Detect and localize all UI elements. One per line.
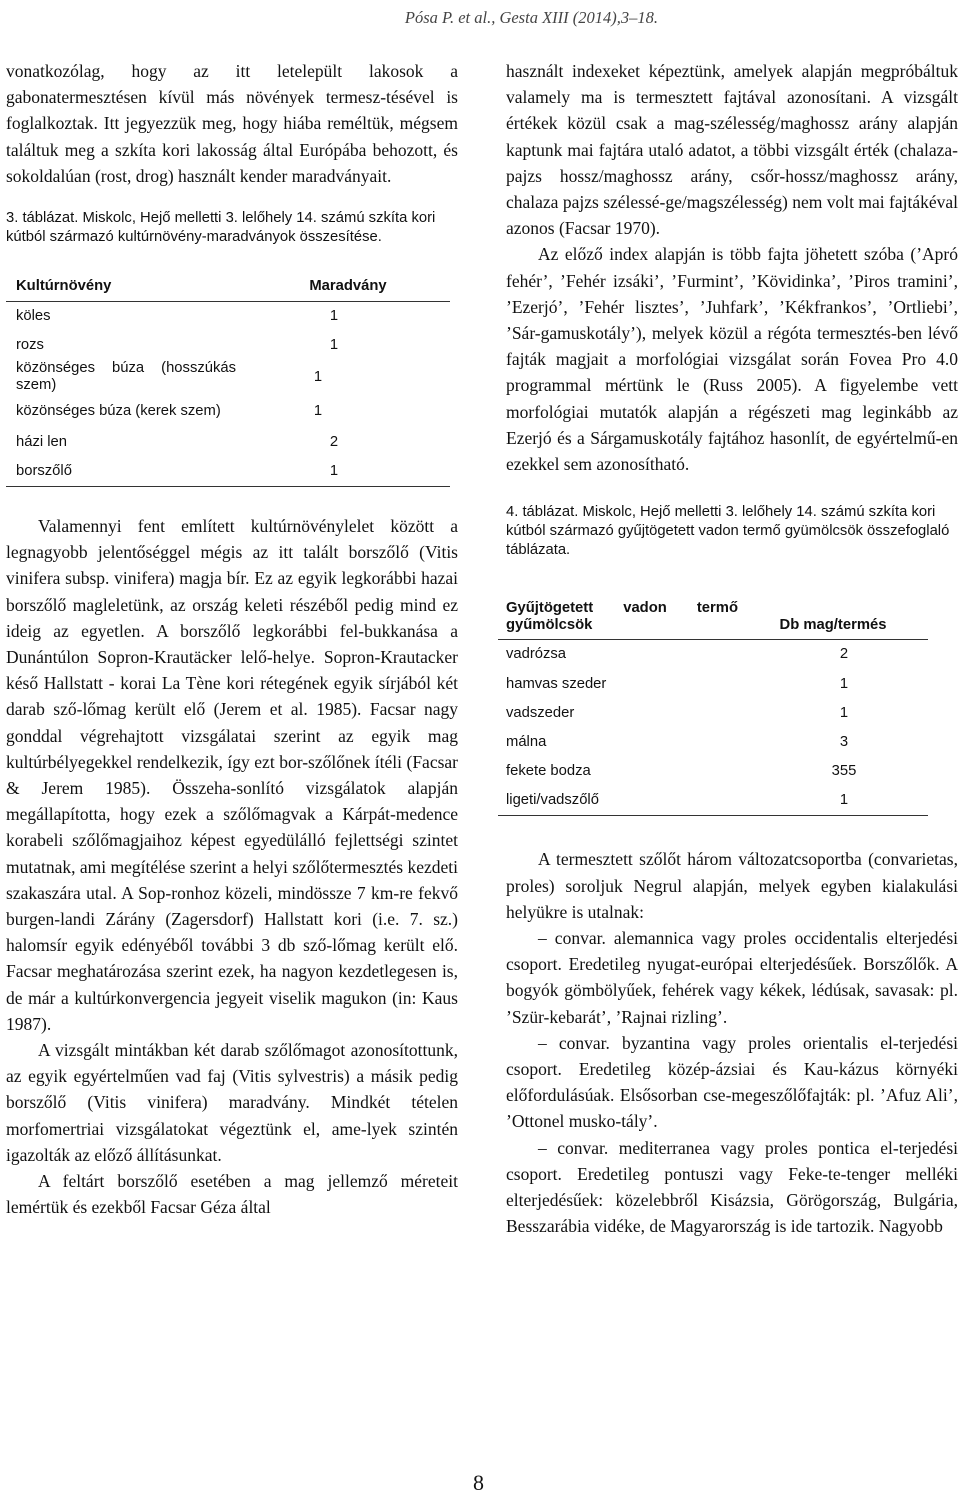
- table3-header: [6, 271, 450, 302]
- table-row: [6, 457, 450, 486]
- table-row: [6, 394, 450, 428]
- table4-caption: 4. táblázat. Miskolc, Hejő melletti 3. lelőhely 14. számú szkíta kori kútból származó gyűjtögetett vadon termő gyümölcsök összefoglaló táblázata.: [506, 504, 950, 559]
- body-paragraph: A vizsgált mintákban két darab szőlőmagot azonosítottunk, az egyik egyértelműen vad faj (Vitis sylvestris) a másik pedig borszőlő (Vitis vinifera) maradvány. Mindkét tételen morfomertriai vizsgálatokat végeztünk el, ame-lyek szintén igazolták az előző állításunkat.: [6, 1040, 458, 1165]
- table-row: [6, 302, 450, 331]
- table-row: [498, 640, 928, 669]
- list-item: – convar. mediterranea vagy proles pontica el-terjedési csoport. Eredetileg pontuszi vagy Feke-te-tenger melléki elterjedésűek: közelebbről Kisázsia, Görögország, Bulgária, Besszarábia vidéke, de Magyarország is ide tartozik. Nagyobb: [506, 1137, 958, 1237]
- table-row: [498, 757, 928, 786]
- table-row: [498, 728, 928, 757]
- table-row: [498, 669, 928, 698]
- table-cell: 1: [329, 308, 339, 325]
- table-cell: 1: [329, 337, 339, 354]
- left-column: [6, 58, 458, 1221]
- table-cell: fekete bodza: [506, 763, 591, 780]
- table-cell: köles: [16, 308, 51, 325]
- body-paragraph: használt indexeket képeztünk, amelyek alapján megpróbáltuk valamely ma is termesztett fajtával azonosítani. A vizsgált értékek közül csak a mag-szélesség/maghossz arány alapján kaptunk mai fajtára utaló adatot, a többi vizsgált érték (chalaza-pajzs hossz/maghossz arány, csőr-hossz/maghossz arány, chalaza pajzs szélessé-ge/magszélesség) nem volt mai fajtákéval azonos (Facsar 1970).: [506, 61, 958, 239]
- table-row: [6, 360, 450, 394]
- table4: [498, 593, 928, 816]
- table-cell: 1: [313, 402, 323, 419]
- table-cell: rozs: [16, 337, 44, 354]
- table4-bottom-rule: [498, 815, 928, 816]
- list-item: – convar. byzantina vagy proles orientalis el-terjedési csoport. Eredetileg közép-ázsiai és Kau-kázus környéki előfordulásúak. Elsősorban cse-megeszőlőfajták: pl. ’Afuz Ali’, ’Ottonel musko-tály’.: [506, 1032, 958, 1132]
- page-number: 8: [473, 1470, 484, 1495]
- body-paragraph: Az előző index alapján is több fajta jöhetett szóba (’Apró fehér’, ’Fehér izsáki’, ’Furmint’, ’Kövidinka’, ’Piros tramini’, ’Ezerjó’, ’Fehér lisztes’, ’Juhfark’, ’Kékfrankos’, ’Ortliebi’, ’Sár-gamuskotály’), melyek közül a régóta termesztés-ben lévő fajták magjait a morfológiai vizsgálat során Fovea Pro 4.0 programmal mértünk le (Russ 2005). A figyelembe vett morfológiai mutatók alapján a régészeti mag leginkább az Ezerjó és a Sárgamuskotály fajtához hasonlít, de egyértelmű-en ezekkel sem azonosítható.: [506, 244, 958, 475]
- table-cell: 1: [839, 704, 849, 721]
- table-cell: vadszeder: [506, 704, 575, 721]
- table-row: [6, 428, 450, 457]
- table-cell: málna: [506, 733, 547, 750]
- table4-header: [498, 593, 928, 640]
- list-item: – convar. alemannica vagy proles occidentalis elterjedési csoport. Eredetileg nyugat-európai elterjedésűek. Borszőlők. A bogyók gömbölyűek, fehérek vagy kékek, lédúsak, savasak: pl. ’Szür-kebarát’, ’Rajnai rizling’.: [506, 927, 958, 1027]
- table-row: [498, 786, 928, 815]
- table3-header-crop: Kultúrnövény: [16, 277, 112, 294]
- body-paragraph: A termesztett szőlőt három változatcsoportba (convarietas, proles) soroljuk Negrul alapján, melyek egyben kialakulási helyükre is utalnak:: [506, 849, 958, 922]
- table-cell: 2: [329, 434, 339, 451]
- table-cell: 1: [329, 463, 339, 480]
- table3-header-count: Maradvány: [309, 277, 387, 294]
- table-cell: hamvas szeder: [506, 675, 607, 692]
- table-cell: közönséges búza (kerek szem): [16, 402, 221, 419]
- table-cell: 1: [839, 675, 849, 692]
- right-column: [506, 58, 958, 1239]
- table-cell: 1: [313, 368, 323, 385]
- table-row: [498, 699, 928, 728]
- table-cell: 2: [839, 646, 849, 663]
- table-cell: borszőlő: [16, 463, 72, 480]
- table4-header-count: Db mag/termés: [779, 617, 887, 634]
- running-header: Pósa P. et al., Gesta XIII (2014),3–18.: [404, 8, 658, 27]
- table-cell: ligeti/vadszőlő: [506, 792, 599, 809]
- table4-header-fruit: Gyűjtögetett vadon termő gyűmölcsök: [506, 600, 738, 634]
- table3: [6, 271, 450, 487]
- table-cell: 1: [839, 792, 849, 809]
- table-row: [6, 331, 450, 360]
- table-cell: 3: [839, 733, 849, 750]
- table-cell: 355: [831, 763, 857, 780]
- table-cell: közönséges búza (hosszúkás szem): [16, 360, 236, 394]
- body-paragraph: A feltárt borszőlő esetében a mag jellemző méreteit lemértük és ezekből Facsar Géza által: [6, 1171, 458, 1218]
- table-cell: vadrózsa: [506, 646, 567, 663]
- intro-paragraph: vonatkozólag, hogy az itt letelepült lakosok a gabonatermesztésen kívül más növények termesz-tésével is foglalkoztak. Itt jegyezzük meg, hogy hiába reméltük, mégsem találtuk meg a szkíta kori lakosság által Európába behozott, és sokoldalúan (rost, drog) használt kender maradványait.: [6, 61, 458, 186]
- body-paragraph: Valamennyi fent említett kultúrnövénylelet között a legnagyobb jelentőséggel mégis az itt talált borszőlő (Vitis vinifera subsp. vinifera) magja bír. Ez az egyik legkorábbi hazai borszőlő magleletünk, az ország keleti részéből pedig mind ez ideig az egyetlen. A borszőlő legkorábbi fel-bukkanása a Dunántúlon Sopron-Krautäcker lelő-helye. Sopron-Krautacker késő Hallstatt - korai La Tène kori rétegének egyik sírjából két darab sző-lőmag került elő (Jerem et al. 1985). Facsar nagy gonddal végrehajtott vizsgálatai szerint az egyik mag kultúrbélyegekkel rendelkezik, így ezt bor-szőlőnek ítéli (Facsar & Jerem 1985). Összeha-sonlító vizsgálatok alapján megállapította, hogy ezek a szőlőmagvak a Kárpát-medence korabeli szőlőmagjaihoz képest egyedülálló fejlettségi szintet mutatnak, ami megítélése szerint a helyi szőlőtermesztés kezdeti szakaszára utal. A Sop-ronhoz közeli, mindössze 7 km-re fekvő burgen-landi Zárány (Zagersdorf) Hallstatt kori (i.e. 7. sz.) halomsír egyik edényéből további 3 db sző-lőmag került elő. Facsar meghatározása szerint ezek, ha nagyon kezdetlegesen is, de már a kultúrkonvergencia jegyeit viselik magukon (in: Kaus 1987).: [6, 516, 458, 1034]
- table3-caption: 3. táblázat. Miskolc, Hejő melletti 3. lelőhely 14. számú szkíta kori kútból származó kultúrnövény-maradványok összesítése.: [6, 210, 436, 246]
- table-cell: házi len: [16, 434, 68, 451]
- table3-bottom-rule: [6, 486, 450, 487]
